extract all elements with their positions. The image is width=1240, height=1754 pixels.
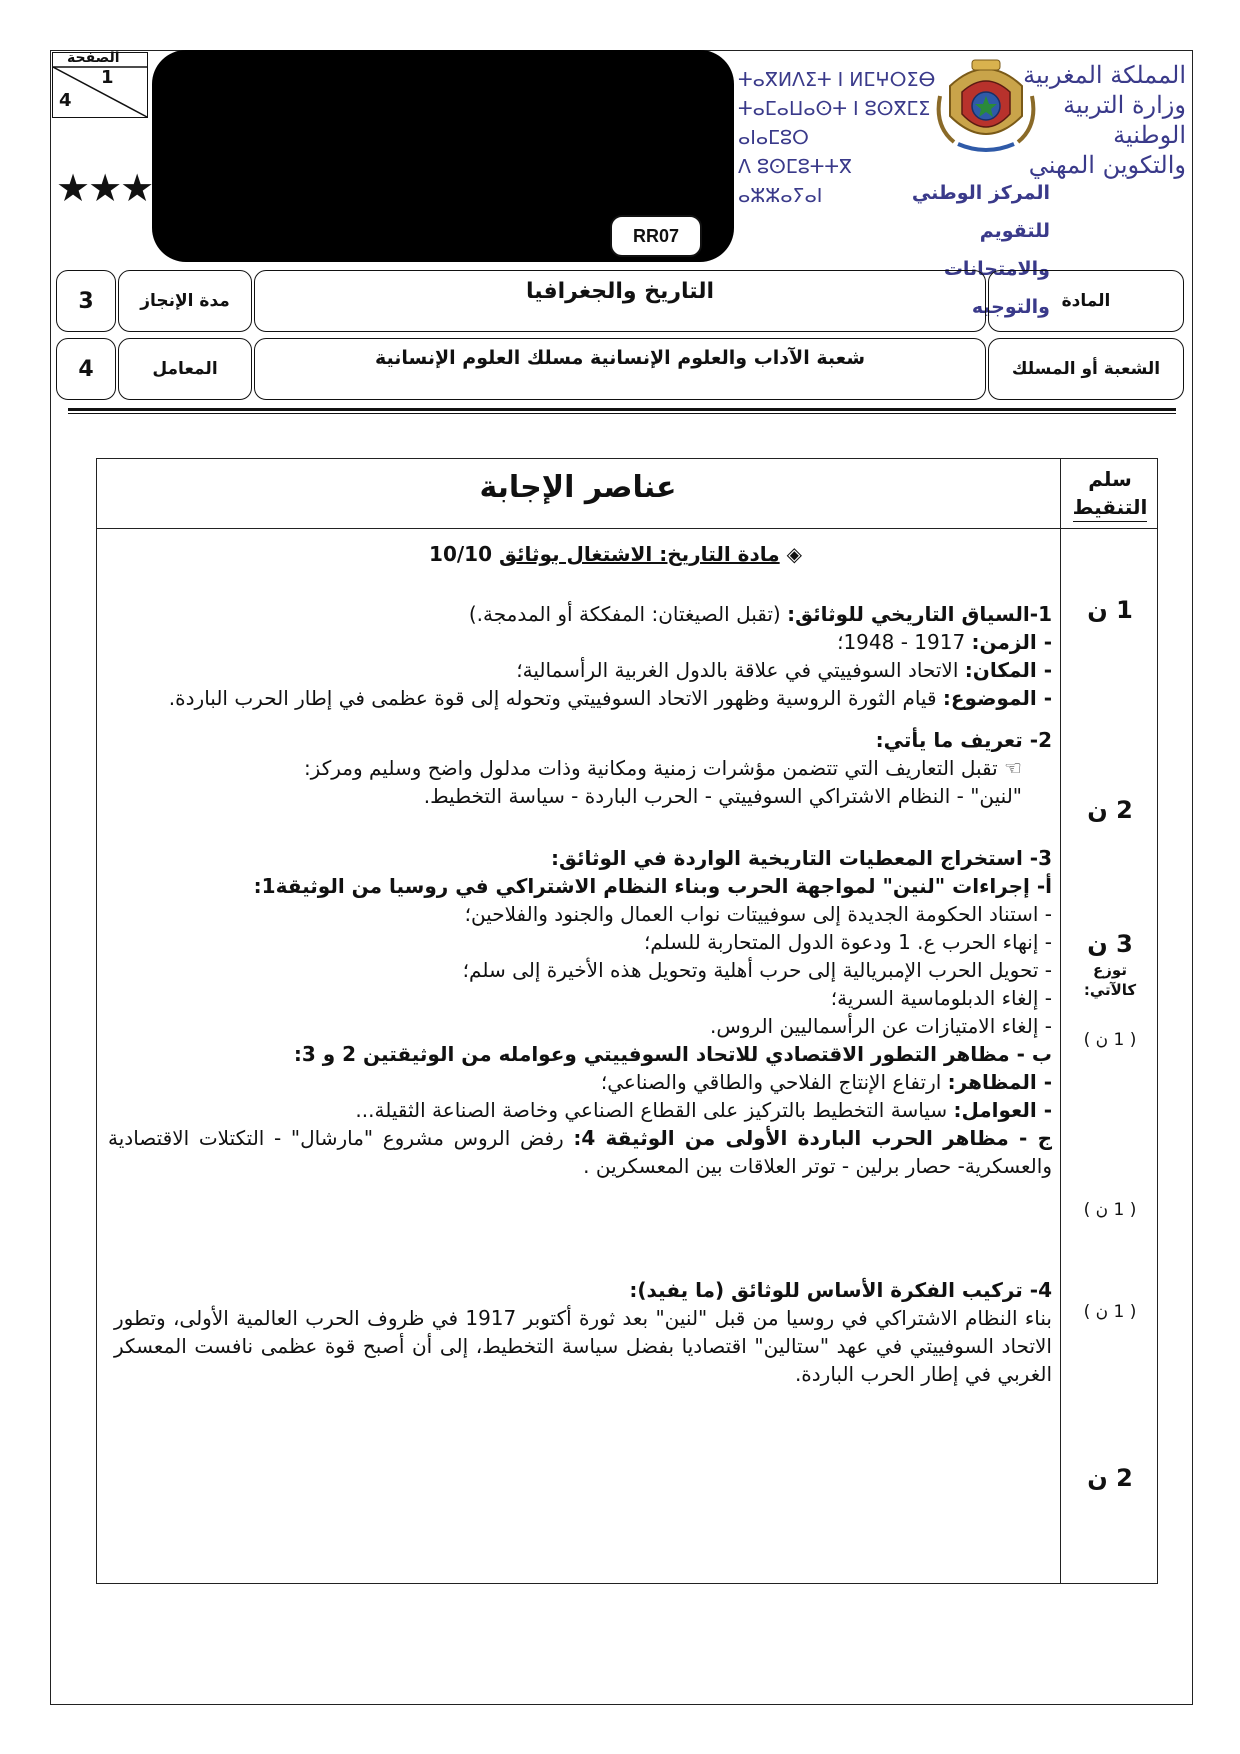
q1-time <box>108 628 1052 656</box>
duration-value: 3 <box>56 270 116 332</box>
coefficient-label: المعامل <box>118 338 252 400</box>
tifinagh-line: ⴷ ⵓⵙⵎⵓⵜⵜⴳ ⴰⵣⵣⴰⵢⴰⵏ <box>738 156 852 207</box>
difficulty-stars: ★★★ <box>56 166 153 210</box>
header-divider <box>68 408 1176 411</box>
q2-line: ☜ تقبل التعاريف التي تتضمن مؤشرات زمنية ومكانية وذات مدلول واضح وسليم ومركز: <box>303 756 1022 780</box>
answer-content <box>108 540 1052 1388</box>
score-q2: 2 ن <box>1087 796 1133 824</box>
center-line: المركز الوطني للتقويم <box>911 182 1050 242</box>
subject-label: المادة <box>988 270 1184 332</box>
page-label: الصفحة <box>67 50 120 66</box>
score-q3-distribution <box>1062 960 1158 1000</box>
q1-topic-value: قيام الثورة الروسية وظهور الاتحاد السوفييتي وتحوله إلى قوة عظمى في إطار الحرب الباردة. <box>168 686 943 710</box>
q1-time-label: - الزمن: <box>971 630 1052 654</box>
q1-place-label: - المكان: <box>964 658 1052 682</box>
page-number-box <box>52 52 148 118</box>
tifinagh-line: ⵜⴰⴳⵍⴷⵉⵜ ⵏ ⵍⵎⵖⵔⵉⴱ <box>738 69 936 91</box>
q1-topic <box>108 684 1052 712</box>
branch-label: الشعبة أو المسلك <box>988 338 1184 400</box>
ministry-line: وزارة التربية الوطنية <box>1063 91 1186 149</box>
distribution-line: كالآتي: <box>1083 981 1137 999</box>
q2-title: 2- تعريف ما يأتي: <box>875 728 1052 752</box>
q3a-item: - إلغاء الدبلوماسية السرية؛ <box>830 986 1052 1010</box>
q1-topic-label: - الموضوع: <box>942 686 1052 710</box>
branch-name: شعبة الآداب والعلوم الإنسانية مسلك العلوم الإنسانية <box>254 338 986 400</box>
score-q3c: ( 1 ن ) <box>1083 1302 1137 1322</box>
q1-place <box>108 656 1052 684</box>
ministry-line: والتكوين المهني <box>1028 151 1186 179</box>
score-q4: 2 ن <box>1087 1464 1133 1492</box>
q3b-factors <box>108 1096 1052 1124</box>
coefficient-value: 4 <box>56 338 116 400</box>
tifinagh-line: ⵜⴰⵎⴰⵡⴰⵙⵜ ⵏ ⵓⵙⴳⵎⵉ ⴰⵏⴰⵎⵓⵔ <box>738 98 931 149</box>
q3a-item: - إنهاء الحرب ع. 1 ودعوة الدول المتحاربة للسلم؛ <box>643 930 1052 954</box>
score-q3a: ( 1 ن ) <box>1083 1030 1137 1050</box>
score-header-line: التنقيط <box>1073 493 1148 522</box>
page-current: 1 <box>101 67 114 88</box>
q3-title: 3- استخراج المعطيات التاريخية الواردة في الوثائق: <box>550 846 1052 870</box>
q1-title-text: 1-السياق التاريخي للوثائق: <box>787 602 1052 626</box>
q1-title <box>108 600 1052 628</box>
ministry-line: المملكة المغربية <box>1023 61 1186 89</box>
q3a-item: - تحويل الحرب الإمبريالية إلى حرب أهلية وتحويل هذه الأخيرة إلى سلم؛ <box>462 958 1052 982</box>
q3b-title: ب - مظاهر التطور الاقتصادي للاتحاد السوفييتي وعوامله من الوثيقتين 2 و 3: <box>293 1042 1052 1066</box>
exam-code: RR07 <box>610 215 702 257</box>
section-title-text: مادة التاريخ: الاشتغال بوثائق <box>498 542 780 566</box>
center-line: والامتحانات والتوجيه <box>943 258 1050 318</box>
q3a-title: أ- إجراءات "لنين" لمواجهة الحرب وبناء النظام الاشتراكي في روسيا من الوثيقة1: <box>253 874 1052 898</box>
distribution-line: توزع <box>1093 961 1127 979</box>
section-title <box>108 540 1052 568</box>
header-divider-thin <box>68 413 1176 414</box>
q3b-aspects <box>108 1068 1052 1096</box>
subject-name: التاريخ والجغرافيا <box>254 270 986 332</box>
q2-line: "لنين" - النظام الاشتراكي السوفييتي - الحرب الباردة - سياسة التخطيط. <box>423 784 1022 808</box>
q3b-factors-label: - العوامل: <box>953 1098 1052 1122</box>
q3b-factors-value: سياسة التخطيط بالتركيز على القطاع الصناعي وخاصة الصناعة الثقيلة... <box>355 1098 954 1122</box>
q3a-item: - إلغاء الامتيازات عن الرأسماليين الروس. <box>709 1014 1052 1038</box>
q4-title: 4- تركيب الفكرة الأساس للوثائق (ما يفيد): <box>629 1278 1052 1302</box>
score-header-line: سلم <box>1088 467 1132 491</box>
ministry-name <box>1020 60 1186 180</box>
q3b-aspects-value: ارتفاع الإنتاج الفلاحي والطاقي والصناعي؛ <box>600 1070 948 1094</box>
duration-label: مدة الإنجاز <box>118 270 252 332</box>
section-title-score: 10/10 <box>429 542 499 566</box>
score-q1: 1 ن <box>1087 596 1133 624</box>
q1-note: (تقبل الصيغتان: المفككة أو المدمجة.) <box>468 602 788 626</box>
table-header-answers: عناصر الإجابة <box>479 470 677 505</box>
q3c-title: ج - مظاهر الحرب الباردة الأولى من الوثيقة 4: <box>573 1126 1052 1150</box>
table-header-score <box>1062 465 1158 522</box>
table-column-divider <box>1060 458 1061 1584</box>
q3a-item: - استناد الحكومة الجديدة إلى سوفييتات نواب العمال والجنود والفلاحين؛ <box>464 902 1052 926</box>
q1-time-value: 1917 - 1948؛ <box>837 630 972 654</box>
score-q3: 3 ن <box>1087 930 1133 958</box>
q3b-aspects-label: - المظاهر: <box>947 1070 1052 1094</box>
q1-place-value: الاتحاد السوفييتي في علاقة بالدول الغربية الرأسمالية؛ <box>516 658 965 682</box>
table-header-divider <box>96 528 1158 529</box>
q3c <box>108 1124 1052 1180</box>
page-total: 4 <box>59 90 72 111</box>
diamond-icon: ◈ <box>779 542 802 566</box>
score-q3b: ( 1 ن ) <box>1083 1200 1137 1220</box>
q4-text: بناء النظام الاشتراكي في روسيا من قبل "لنين" بعد ثورة أكتوبر 1917 في ظروف الحرب العالمية الأولى، وتطور الاتحاد السوفييتي في عهد "ستالين" اقتصاديا بفضل سياسة التخطيط، إلى أن أصبح قوة عظمى نافست المعسكر الغربي في إطار الحرب الباردة. <box>114 1306 1052 1386</box>
q3c-text: رفض الروس مشروع "مارشال" - التكتلات الاقتصادية والعسكرية- حصار برلين - توتر العلاقات بين المعسكرين . <box>108 1126 1052 1178</box>
